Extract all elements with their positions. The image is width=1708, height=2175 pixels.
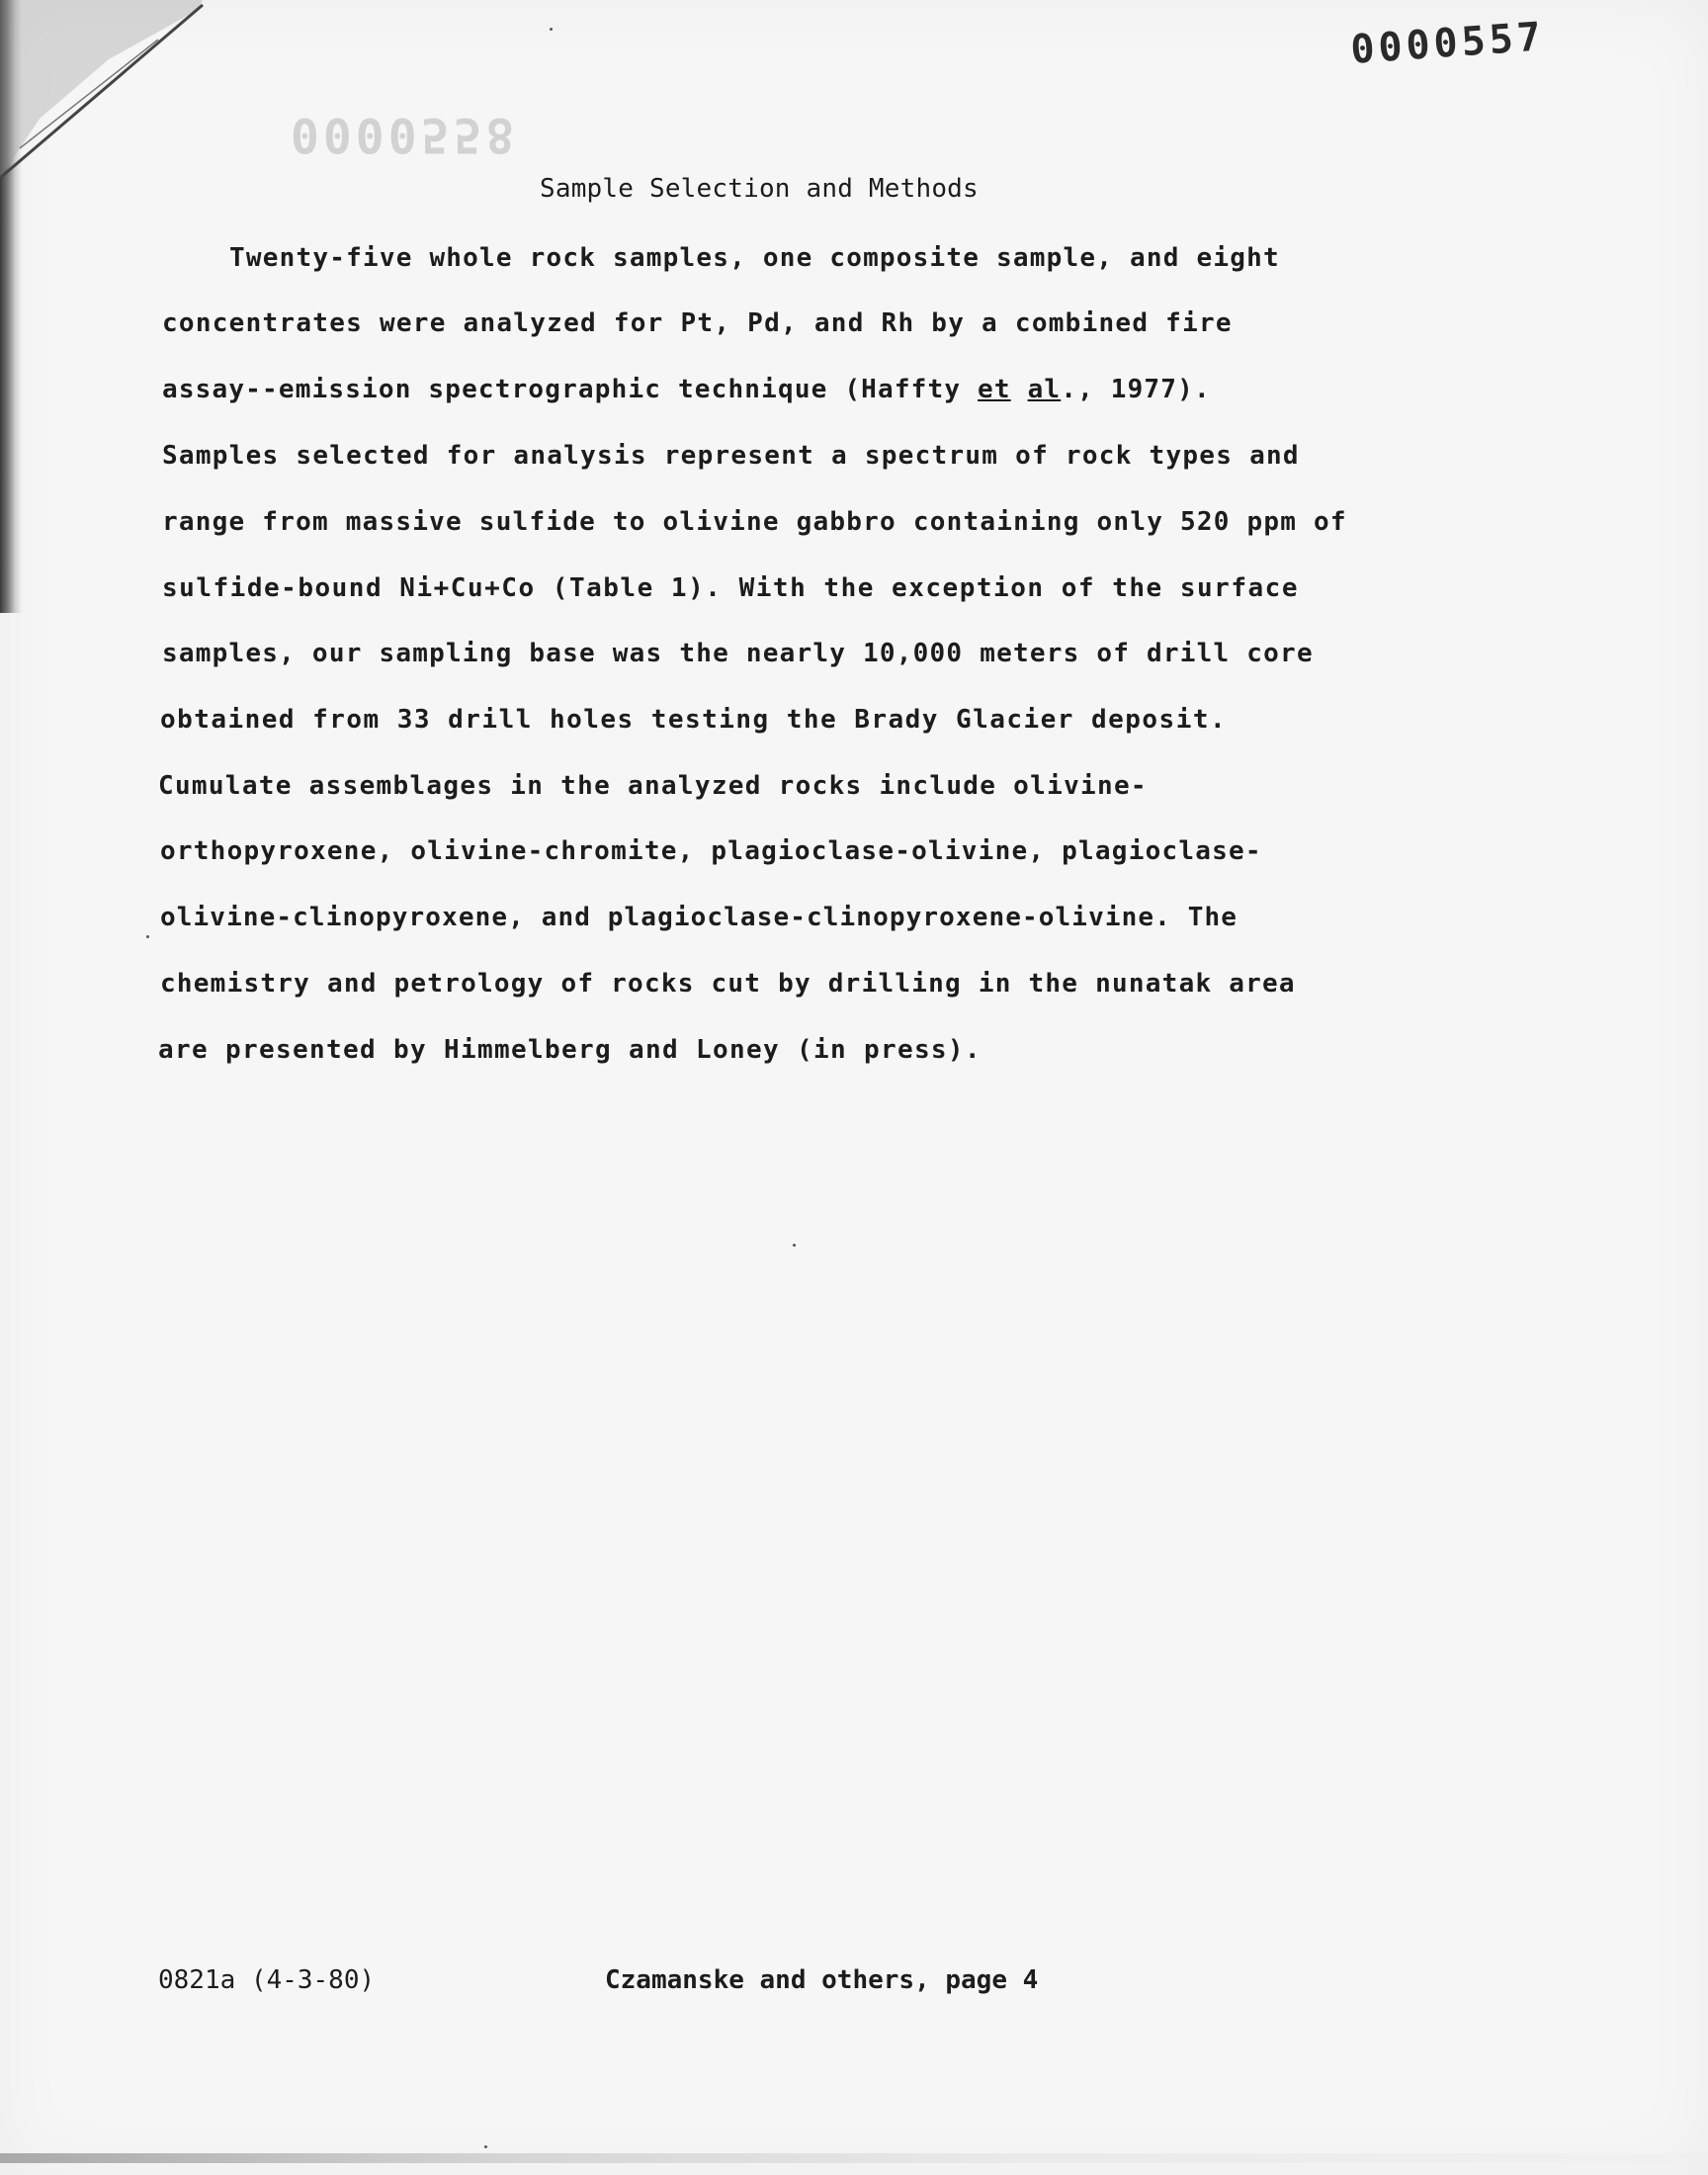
body-line bbox=[162, 507, 1347, 537]
line-text: orthopyroxene, olivine-chromite, plagioclase-olivine, plagioclase- bbox=[160, 836, 1262, 866]
body-line bbox=[162, 573, 1299, 603]
body-line bbox=[162, 308, 1233, 338]
line-text: chemistry and petrology of rocks cut by drilling in the nunatak area bbox=[160, 969, 1296, 999]
body-line bbox=[160, 903, 1238, 932]
dust-speck bbox=[146, 935, 149, 938]
body-line bbox=[162, 441, 1300, 471]
page-citation: Czamanske and others, page 4 bbox=[605, 1965, 1039, 1995]
line-text: samples, our sampling base was the nearly 10,000 meters of drill core bbox=[162, 639, 1314, 668]
line-text: Twenty-five whole rock samples, one composite sample, and eight bbox=[229, 243, 1280, 273]
body-line bbox=[229, 243, 1280, 273]
line-text: sulfide-bound Ni+Cu+Co (Table 1). With the exception of the surface bbox=[162, 573, 1299, 603]
body-line bbox=[160, 836, 1262, 866]
document-code: 0821a (4-3-80) bbox=[158, 1965, 376, 1995]
dust-speck bbox=[550, 28, 553, 31]
line-text: Samples selected for analysis represent a spectrum of rock types and bbox=[162, 441, 1300, 471]
line-text: obtained from 33 drill holes testing the Brady Glacier deposit. bbox=[160, 705, 1228, 735]
folded-corner-mark bbox=[0, 0, 257, 237]
underlined-text: al bbox=[1027, 375, 1062, 404]
line-text: ., 1977). bbox=[1061, 375, 1211, 404]
underlined-text: et bbox=[978, 375, 1011, 404]
body-line bbox=[160, 969, 1296, 999]
line-text: olivine-clinopyroxene, and plagioclase-clinopyroxene-olivine. The bbox=[160, 903, 1238, 932]
dust-speck bbox=[793, 1244, 796, 1247]
bleedthrough-number: 0000558 bbox=[291, 107, 519, 162]
body-line bbox=[158, 771, 1148, 801]
line-text: assay--emission spectrographic technique (Haffty bbox=[162, 375, 979, 404]
line-text: range from massive sulfide to olivine gabbro containing only 520 ppm of bbox=[162, 507, 1347, 537]
body-line bbox=[160, 705, 1227, 735]
scan-bottom-edge bbox=[0, 2153, 1708, 2163]
dust-speck bbox=[484, 2145, 487, 2148]
line-text bbox=[1011, 375, 1028, 404]
line-text: concentrates were analyzed for Pt, Pd, and Rh by a combined fire bbox=[162, 308, 1233, 338]
section-title: Sample Selection and Methods bbox=[540, 174, 979, 204]
body-line bbox=[158, 1035, 982, 1065]
line-text: Cumulate assemblages in the analyzed rocks include olivine- bbox=[158, 771, 1148, 801]
body-line bbox=[162, 375, 1211, 404]
bates-number-stamp: 0000557 bbox=[1349, 14, 1547, 73]
line-text: are presented by Himmelberg and Loney (in press). bbox=[158, 1035, 982, 1065]
body-line bbox=[162, 639, 1314, 668]
